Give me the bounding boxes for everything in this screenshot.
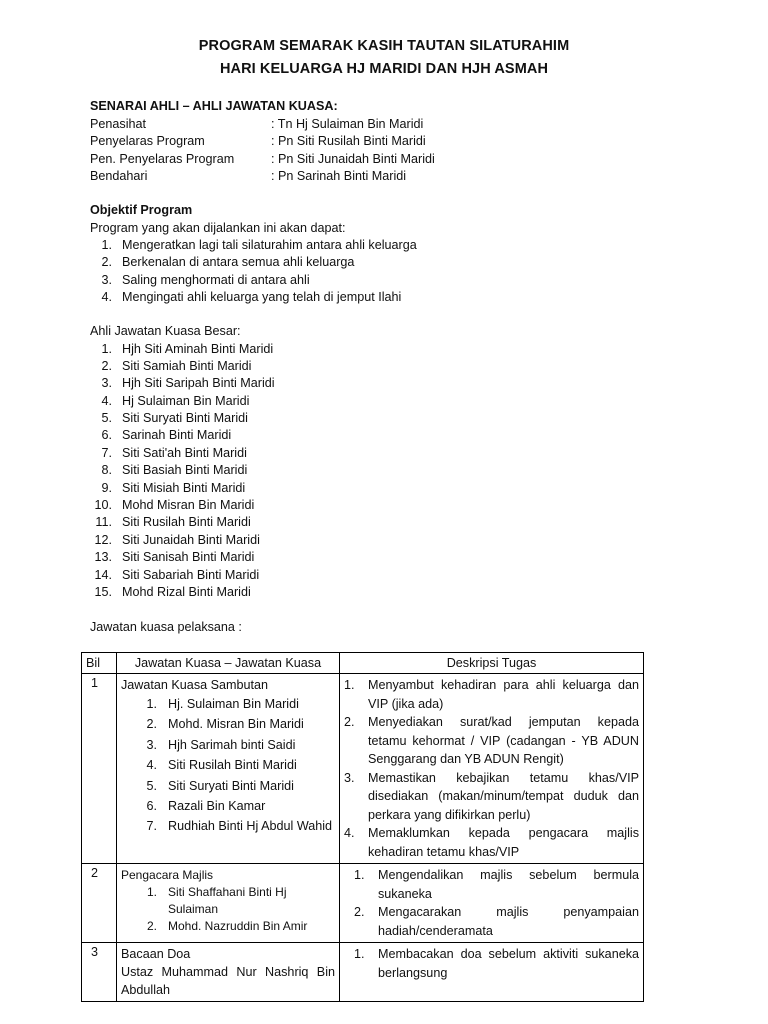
- list-item: [90, 445, 275, 462]
- item-number: 2.: [101, 358, 112, 373]
- list-item: [90, 410, 275, 427]
- list-item: [90, 532, 275, 549]
- objectives-section: [90, 202, 417, 307]
- list-item: [344, 824, 639, 861]
- list-item: [90, 427, 275, 444]
- member-name: Mohd. Nazruddin Bin Amir: [168, 919, 308, 933]
- member-name: Mohd Rizal Binti Maridi: [122, 584, 251, 599]
- item-number: 3.: [101, 376, 112, 391]
- row-number: 1: [82, 674, 117, 864]
- tasks-cell: [340, 943, 644, 1002]
- committee-cell: [117, 674, 340, 864]
- tasks-cell: [340, 674, 644, 864]
- list-item: [90, 272, 417, 289]
- list-item: [121, 918, 335, 935]
- member-name: Hj Sulaiman Bin Maridi: [122, 393, 250, 408]
- item-number: 2.: [344, 715, 355, 729]
- member-name: Siti Shaffahani Binti Hj Sulaiman: [168, 885, 287, 916]
- list-item: [90, 549, 275, 566]
- member-name: Siti Misiah Binti Maridi: [122, 480, 246, 495]
- item-number: 1.: [146, 697, 157, 711]
- item-number: 12.: [94, 532, 112, 547]
- table-row: [82, 674, 644, 864]
- list-item: [90, 497, 275, 514]
- list-item: [344, 769, 639, 825]
- list-item: [344, 676, 639, 713]
- task-text: Menyambut kehadiran para ahli keluarga dan VIP (jika ada): [368, 678, 639, 711]
- column-header-tasks: Deskripsi Tugas: [340, 653, 644, 674]
- member-name: Siti Junaidah Binti Maridi: [122, 532, 260, 547]
- item-number: 5.: [101, 411, 112, 426]
- member-name: Siti Suryati Binti Maridi: [122, 411, 248, 426]
- committee-cell: [117, 943, 340, 1002]
- list-item: [90, 341, 275, 358]
- member-name: Siti Rusilah Binti Maridi: [122, 515, 251, 530]
- item-number: 15.: [94, 584, 112, 599]
- objectives-list: [90, 237, 417, 307]
- item-number: 1.: [354, 947, 365, 961]
- committee-members: [121, 884, 335, 935]
- member-name: Siti Rusilah Binti Maridi: [168, 758, 297, 773]
- task-list: [344, 676, 639, 861]
- role-row: [90, 116, 435, 134]
- member-name: Razali Bin Kamar: [168, 799, 266, 814]
- role-title: Penyelaras Program: [90, 134, 205, 148]
- list-item: [90, 289, 417, 306]
- list-item: [121, 776, 335, 796]
- table-header-row: [82, 653, 644, 674]
- member-name: Siti Sabariah Binti Maridi: [122, 567, 260, 582]
- member-name: Siti Basiah Binti Maridi: [122, 463, 248, 478]
- list-item: [121, 694, 335, 714]
- item-number: 13.: [94, 550, 112, 565]
- member-name: Rudhiah Binti Hj Abdul Wahid: [168, 819, 333, 834]
- list-item: [90, 567, 275, 584]
- list-item: [121, 884, 335, 918]
- list-item: [121, 714, 335, 734]
- list-item: [344, 713, 639, 769]
- task-text: Memaklumkan kepada pengacara majlis kehadiran tetamu khas/VIP: [368, 826, 639, 859]
- list-item: [90, 462, 275, 479]
- item-number: 14.: [94, 567, 112, 582]
- item-number: 4.: [101, 393, 112, 408]
- list-item: [90, 584, 275, 601]
- item-number: 4.: [146, 758, 157, 773]
- member-name: Mohd Misran Bin Maridi: [122, 498, 255, 513]
- member-name: Siti Samiah Binti Maridi: [122, 358, 252, 373]
- list-item: [121, 816, 335, 836]
- member-name: Hjh Siti Saripah Binti Maridi: [122, 376, 275, 391]
- list-item: [90, 514, 275, 531]
- list-item: [90, 358, 275, 375]
- item-number: 6.: [101, 428, 112, 443]
- member-name: Siti Sati'ah Binti Maridi: [122, 445, 247, 460]
- objectives-intro: Program yang akan dijalankan ini akan dapat:: [90, 220, 346, 235]
- main-committee-heading: Ahli Jawatan Kuasa Besar:: [90, 324, 241, 338]
- item-number: 8.: [101, 463, 112, 478]
- item-number: 1.: [101, 341, 112, 356]
- item-number: 1.: [354, 868, 365, 882]
- role-title: Penasihat: [90, 116, 147, 131]
- table-row: [82, 943, 644, 1002]
- role-title: Bendahari: [90, 169, 148, 183]
- member-name: Hjh Sarimah binti Saidi: [168, 737, 296, 752]
- committee-cell: [117, 864, 340, 943]
- role-holder: : Pn Siti Rusilah Binti Maridi: [271, 134, 426, 148]
- item-number: 1.: [344, 678, 355, 692]
- member-name: Hj. Sulaiman Bin Maridi: [168, 697, 299, 711]
- task-text: Memastikan kebajikan tetamu khas/VIP disediakan (makan/minum/tempat duduk dan perkara yang difikirkan perlu): [368, 770, 639, 822]
- exec-committee-heading: Jawatan kuasa pelaksana :: [90, 620, 242, 634]
- document-title-line2: HARI KELUARGA HJ MARIDI DAN HJH ASMAH: [219, 61, 549, 77]
- list-item: [354, 945, 639, 982]
- committee-roles-section: [90, 98, 435, 186]
- committee-name: Bacaan Doa: [121, 947, 191, 961]
- main-committee-list: [90, 341, 275, 602]
- tasks-cell: [340, 864, 644, 943]
- item-number: 11.: [95, 515, 112, 530]
- list-item: [121, 755, 335, 775]
- committee-members: [121, 694, 335, 837]
- item-number: 4.: [344, 826, 355, 840]
- committee-person: Ustaz Muhammad Nur Nashriq Bin Abdullah: [121, 965, 335, 997]
- member-name: Siti Suryati Binti Maridi: [168, 778, 294, 793]
- item-number: 7.: [146, 819, 157, 834]
- committee-name: Jawatan Kuasa Sambutan: [121, 678, 269, 692]
- item-text: Berkenalan di antara semua ahli keluarga: [122, 255, 355, 270]
- table-row: [82, 864, 644, 943]
- role-holder: : Tn Hj Sulaiman Bin Maridi: [271, 116, 424, 131]
- task-text: Mengacarakan majlis penyampaian hadiah/cenderamata: [378, 905, 639, 938]
- member-name: Siti Sanisah Binti Maridi: [122, 550, 255, 565]
- item-text: Mengingati ahli keluarga yang telah di jemput Ilahi: [122, 290, 402, 305]
- list-item: [90, 393, 275, 410]
- role-title: Pen. Penyelaras Program: [90, 151, 235, 166]
- task-list: [354, 945, 639, 982]
- item-text: Saling menghormati di antara ahli: [122, 272, 310, 287]
- member-name: Mohd. Misran Bin Maridi: [168, 717, 304, 732]
- objectives-heading: Objektif Program: [90, 203, 193, 217]
- member-name: Hjh Siti Aminah Binti Maridi: [122, 341, 274, 356]
- item-number: 3.: [146, 737, 157, 752]
- item-number: 2.: [146, 919, 157, 933]
- document-title-line1: PROGRAM SEMARAK KASIH TAUTAN SILATURAHIM: [198, 38, 570, 54]
- item-number: 3.: [344, 770, 355, 785]
- task-text: Membacakan doa sebelum aktiviti sukaneka berlangsung: [378, 947, 639, 980]
- exec-committee-table: [81, 652, 644, 1002]
- item-number: 2.: [354, 905, 365, 919]
- item-number: 10.: [94, 498, 112, 513]
- item-number: 4.: [101, 290, 112, 305]
- item-number: 5.: [146, 778, 157, 793]
- item-number: 3.: [101, 272, 112, 287]
- committee-heading: SENARAI AHLI – AHLI JAWATAN KUASA:: [90, 99, 338, 113]
- task-text: Mengendalikan majlis sebelum bermula sukaneka: [378, 868, 639, 901]
- item-number: 9.: [101, 480, 112, 495]
- item-number: 2.: [146, 717, 157, 732]
- role-row: [90, 168, 435, 186]
- list-item: [90, 254, 417, 271]
- list-item: [354, 903, 639, 940]
- list-item: [90, 375, 275, 392]
- task-list: [354, 866, 639, 940]
- committee-name: Pengacara Majlis: [121, 868, 214, 882]
- column-header-bil: Bil: [82, 653, 117, 674]
- list-item: [121, 796, 335, 816]
- list-item: [90, 480, 275, 497]
- member-name: Sarinah Binti Maridi: [122, 428, 232, 443]
- item-number: 7.: [101, 445, 112, 460]
- main-committee-section: [90, 323, 275, 601]
- role-row: [90, 151, 435, 169]
- row-number: 2: [82, 864, 117, 943]
- role-row: [90, 133, 435, 151]
- column-header-committee: Jawatan Kuasa – Jawatan Kuasa: [117, 653, 340, 674]
- role-holder: : Pn Siti Junaidah Binti Maridi: [271, 151, 435, 166]
- list-item: [121, 735, 335, 755]
- item-number: 2.: [101, 255, 112, 270]
- item-text: Mengeratkan lagi tali silaturahim antara ahli keluarga: [122, 238, 417, 252]
- item-number: 1.: [101, 238, 112, 252]
- row-number: 3: [82, 943, 117, 1002]
- item-number: 1.: [146, 885, 157, 899]
- list-item: [354, 866, 639, 903]
- task-text: Menyediakan surat/kad jemputan kepada tetamu kehormat / VIP (cadangan - YB ADUN Senggarang dan YB ADUN Rengit): [368, 715, 639, 766]
- item-number: 6.: [146, 799, 157, 814]
- list-item: [90, 237, 417, 254]
- role-holder: : Pn Sarinah Binti Maridi: [271, 169, 407, 183]
